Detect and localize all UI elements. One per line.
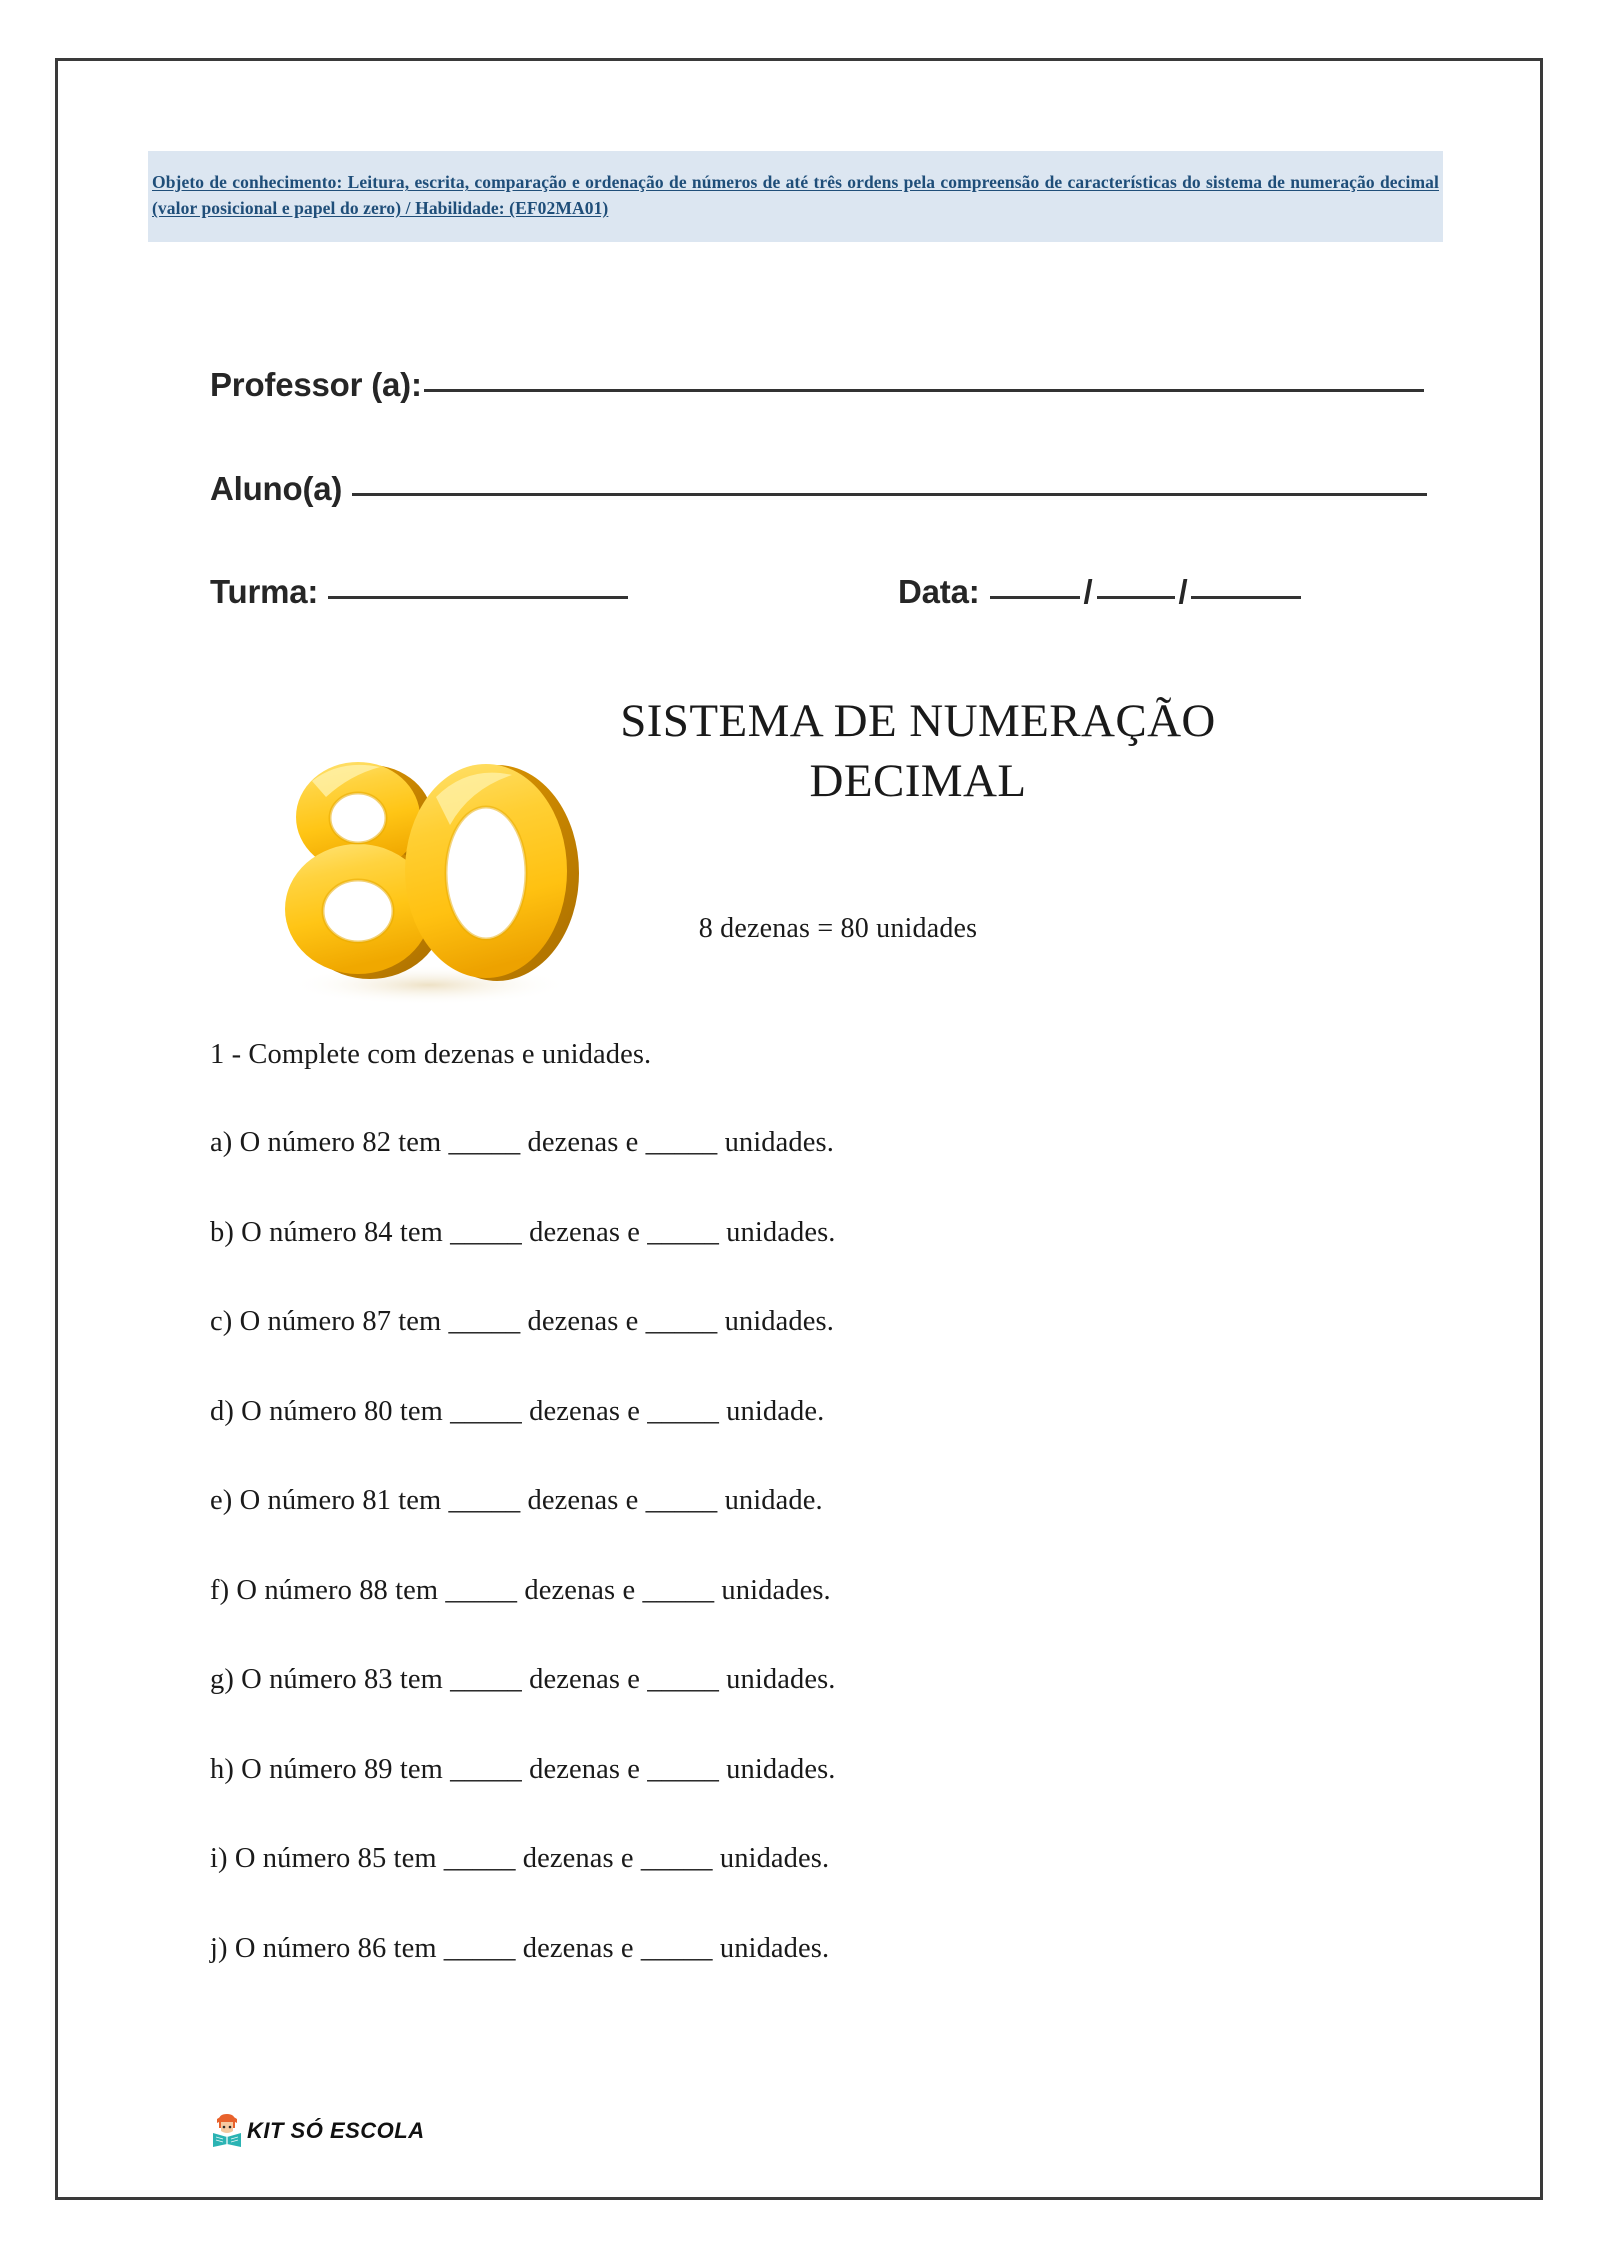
exercise-instruction: 1 - Complete com dezenas e unidades. bbox=[210, 1039, 652, 1070]
professor-field-row bbox=[210, 366, 1424, 404]
worksheet-title bbox=[488, 691, 1348, 811]
turma-write-line[interactable] bbox=[328, 595, 628, 599]
professor-write-line[interactable] bbox=[424, 388, 1424, 392]
data-field-row bbox=[898, 573, 1301, 611]
aluno-field-row bbox=[210, 470, 1427, 508]
exercise-item-e: e) O número 81 tem _____ dezenas e _____ unidade. bbox=[210, 1485, 823, 1516]
turma-field-row bbox=[210, 573, 628, 611]
exercise-item-d: d) O número 80 tem _____ dezenas e _____ unidade. bbox=[210, 1395, 825, 1427]
golden-80-graphic bbox=[254, 745, 599, 1015]
exercise-item-h: h) O número 89 tem _____ dezenas e _____ unidades. bbox=[210, 1753, 836, 1785]
exercise-item-b: b) O número 84 tem _____ dezenas e _____ unidades. bbox=[210, 1216, 836, 1248]
date-separator-1: / bbox=[1083, 573, 1093, 610]
professor-label: Professor (a): bbox=[210, 366, 422, 403]
data-label: Data: bbox=[898, 573, 980, 610]
exercise-item-f: f) O número 88 tem _____ dezenas e _____ unidades. bbox=[210, 1574, 831, 1606]
aluno-write-line[interactable] bbox=[352, 492, 1427, 496]
date-year-line[interactable] bbox=[1191, 595, 1301, 599]
exercise-item-list bbox=[210, 1129, 1410, 2024]
exercise-item-g: g) O número 83 tem _____ dezenas e _____ unidades. bbox=[210, 1664, 836, 1695]
exercise-item-c: c) O número 87 tem _____ dezenas e _____ unidades. bbox=[210, 1306, 834, 1337]
date-day-line[interactable] bbox=[990, 595, 1080, 599]
footer-brand-logo bbox=[210, 2113, 425, 2149]
objective-band bbox=[148, 151, 1443, 242]
turma-label: Turma: bbox=[210, 573, 319, 610]
objective-text: Objeto de conhecimento: Leitura, escrita, comparação e ordenação de números de até três ordens pela compreensão de características do sistema de numeração decimal (valor posicional e papel do zero) / Habilidade: (EF02MA01) bbox=[152, 172, 1439, 219]
page-content bbox=[58, 61, 1540, 2197]
worksheet-title-line2: DECIMAL bbox=[809, 755, 1027, 808]
exercise-item-i: i) O número 85 tem _____ dezenas e _____ unidades. bbox=[210, 1843, 830, 1874]
child-reading-book-icon bbox=[210, 2113, 244, 2149]
aluno-label: Aluno(a) bbox=[210, 470, 343, 507]
exercise-item-a: a) O número 82 tem _____ dezenas e _____ unidades. bbox=[210, 1127, 834, 1158]
brand-name: KIT SÓ ESCOLA bbox=[247, 2118, 425, 2143]
worksheet-title-line1: SISTEMA DE NUMERAÇÃO bbox=[620, 695, 1216, 747]
caption-equation: 8 dezenas = 80 unidades bbox=[698, 913, 978, 944]
worksheet-page-border bbox=[55, 58, 1543, 2200]
exercise-item-j: j) O número 86 tem _____ dezenas e _____ unidades. bbox=[210, 1932, 830, 1964]
date-month-line[interactable] bbox=[1097, 595, 1175, 599]
date-separator-2: / bbox=[1178, 573, 1188, 610]
